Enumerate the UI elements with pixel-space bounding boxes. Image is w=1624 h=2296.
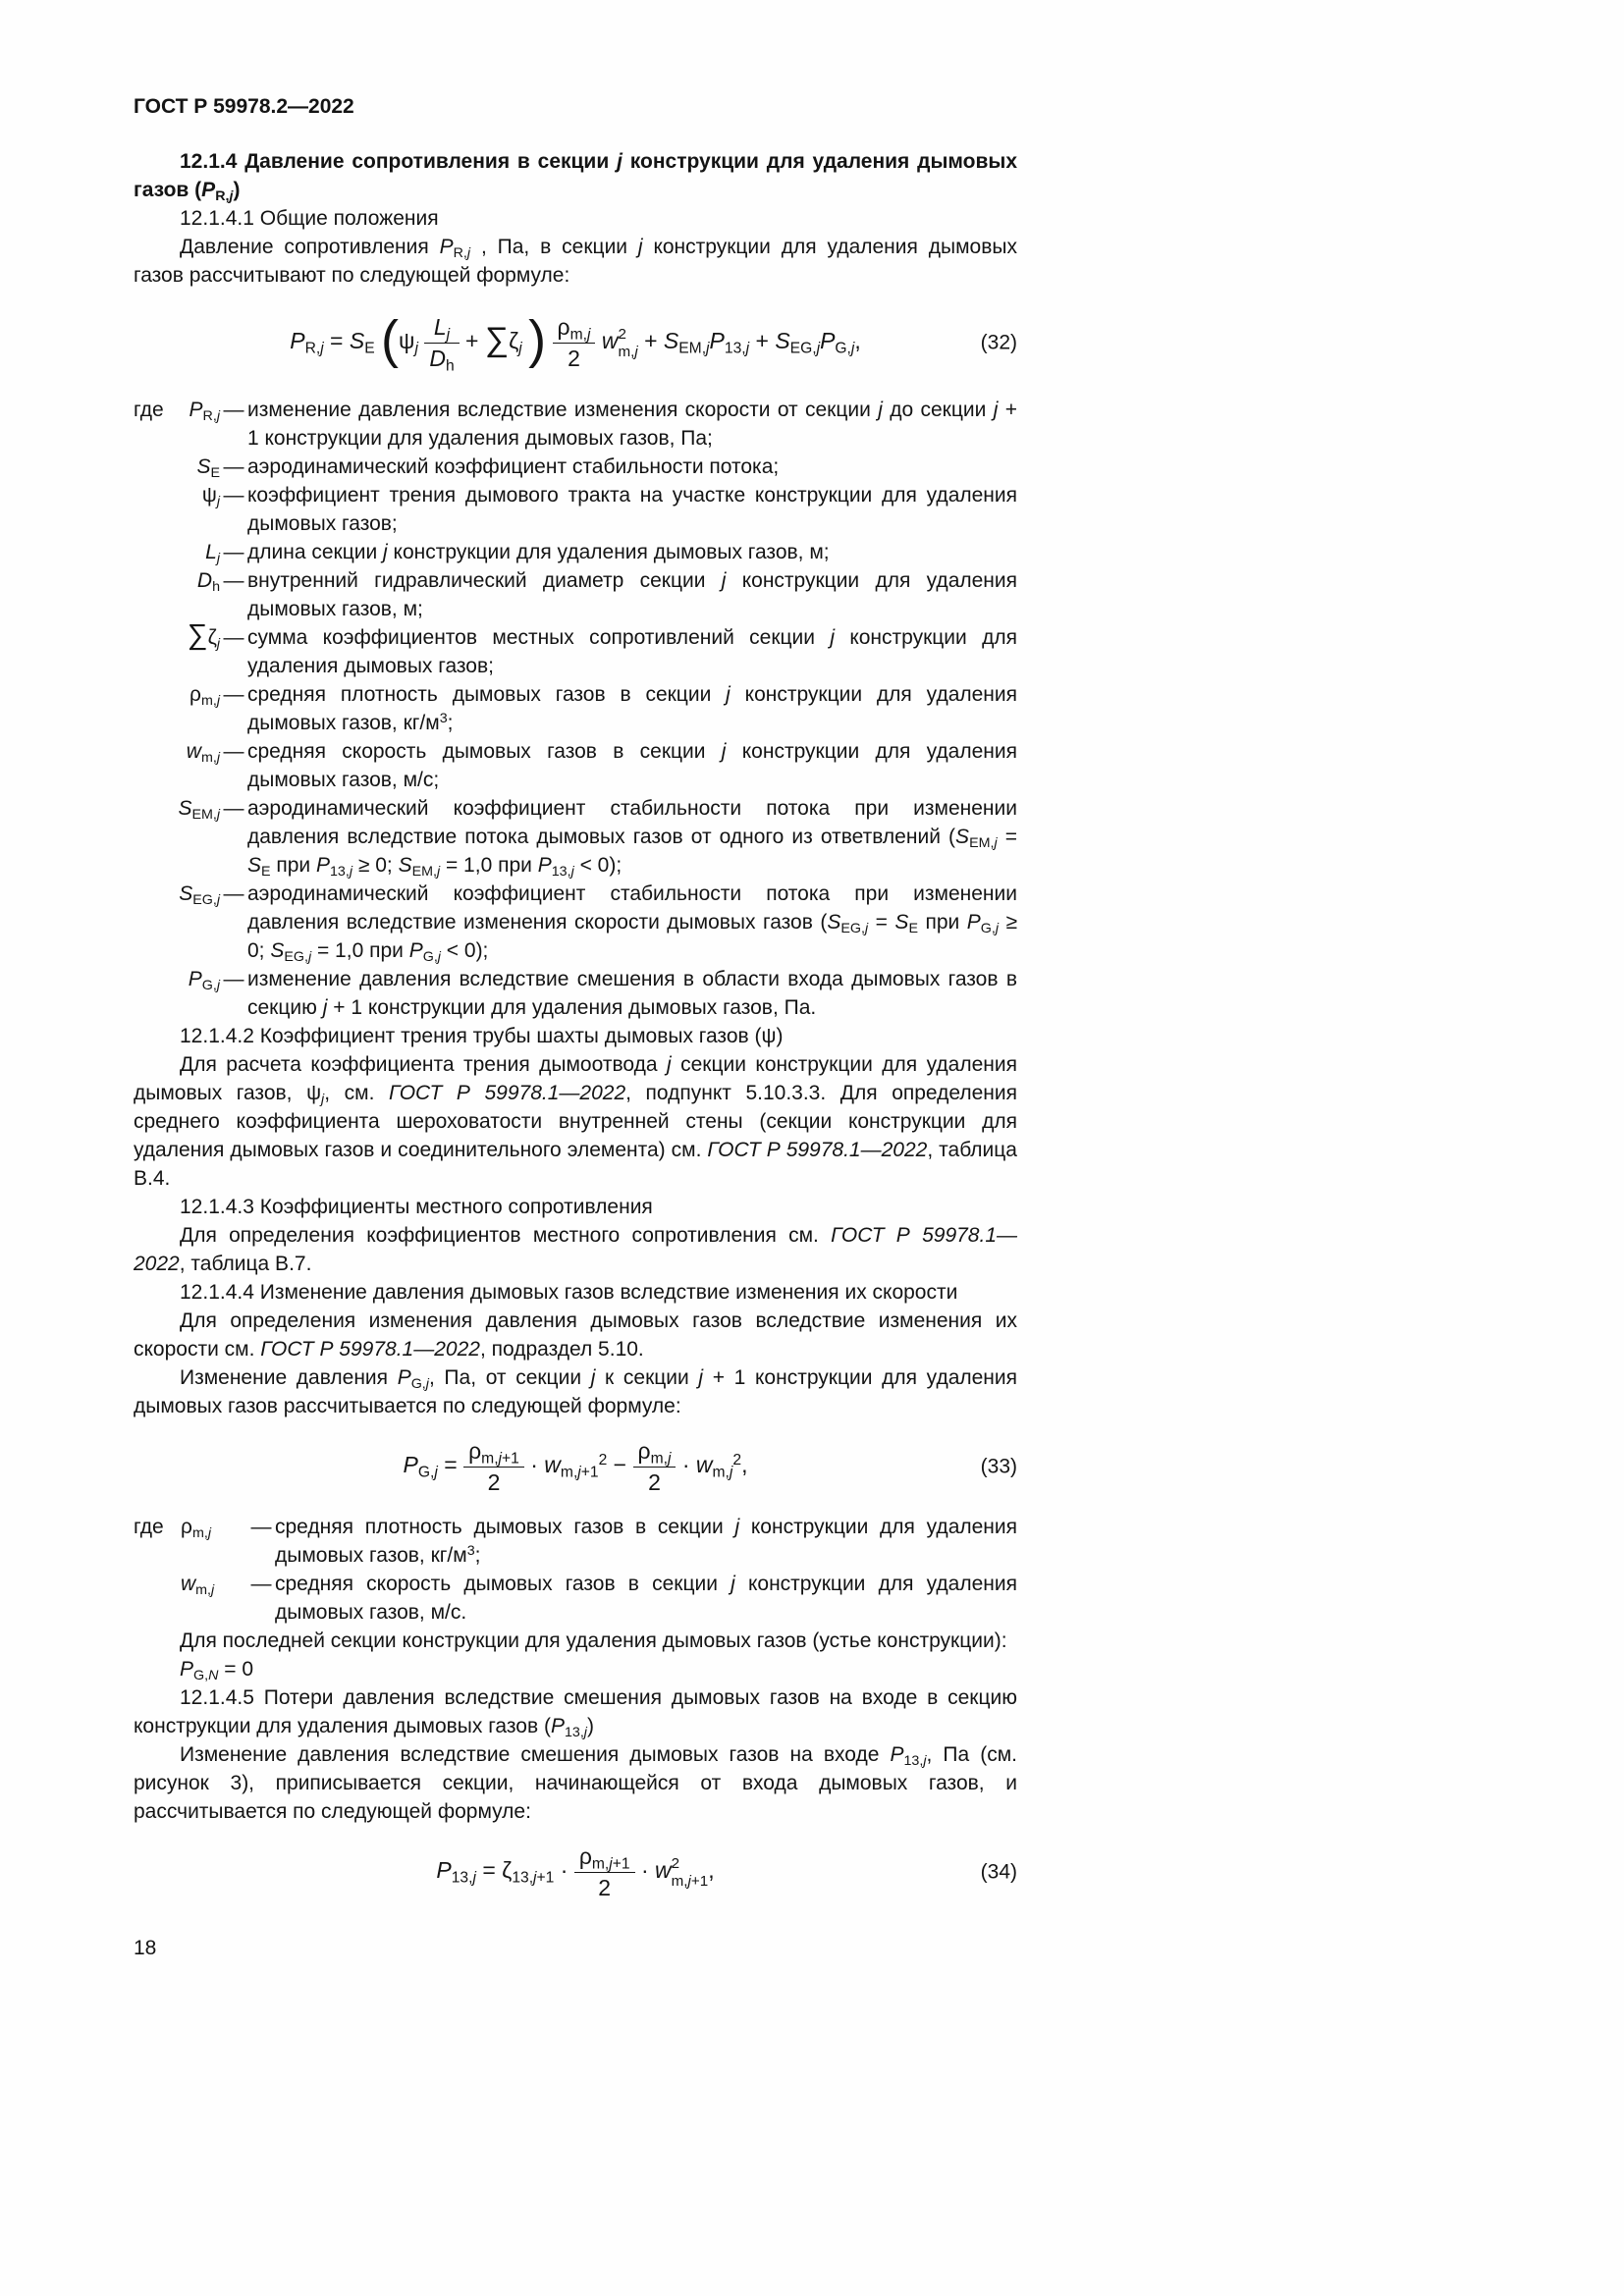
definition-dash: —: [250, 1516, 272, 1538]
definition-term: $S_{EM,j}$: [178, 797, 220, 823]
where-label: где: [134, 399, 164, 421]
where-label: где: [134, 1516, 164, 1538]
definition-text: средняя скорость дымовых газов в секции j конструкции для удаления дымовых газов, м/с.: [275, 1573, 1017, 1624]
paragraph-last-section: Для последней секции конструкции для удаления дымовых газов (устье конструкции):: [180, 1629, 1007, 1652]
definition-text: внутренний гидравлический диаметр секции j конструкции для удаления дымовых газов, м;: [247, 569, 1018, 620]
definition-term: $S_{EG,j}$: [179, 882, 220, 908]
subsection-heading-12-1-4-3: 12.1.4.3 Коэффициенты местного сопротивления: [180, 1196, 653, 1218]
definition-row-psi: [134, 481, 1017, 538]
subsection-heading-12-1-4-2: 12.1.4.2 Коэффициент трения трубы шахты дымовых газов (ψ): [180, 1025, 784, 1047]
definition-term: $S_E$: [196, 455, 220, 481]
definition-row-sem: [134, 794, 1017, 880]
definition-text: аэродинамический коэффициент стабильности потока;: [247, 455, 780, 478]
definition-dash: —: [223, 683, 244, 706]
formula-32: [134, 303, 1017, 382]
definition-term: $D_h$: [196, 569, 220, 595]
formula-32-definitions: [134, 396, 1017, 1022]
definition-term: $P_{R,j}$: [189, 399, 220, 424]
definition-dash: —: [223, 626, 244, 649]
paragraph-intro-formula-34: Изменение давления вследствие смешения дымовых газов на входе $P_{13,j}$, Па (см. рисунок 3), приписывается секции, начинающейся от входа дымовых газов, и рассчитывается по следующей формуле:: [134, 1743, 1017, 1823]
definition-term: $w_{m,j}$: [186, 740, 220, 766]
formula-33-expression: $P_{G,j}$ = $\frac{\rho_{m,j+1}}{2}$ · $w_{m,j+1}^2$ − $\frac{\rho_{m,j}}{2}$ · $w_{m,j}^2$,: [403, 1438, 748, 1495]
definition-term: $L_j$: [205, 541, 220, 566]
definition-dash: —: [223, 740, 244, 763]
definition-text: средняя скорость дымовых газов в секции j конструкции для удаления дымовых газов, м/с;: [247, 740, 1017, 791]
definition-text: длина секции j конструкции для удаления дымовых газов, м;: [247, 541, 830, 563]
section-heading-12-1-4: 12.1.4 Давление сопротивления в секции j конструкции для удаления дымовых газов $(P_{R,j})$: [134, 150, 1017, 204]
subsection-heading-12-1-4-1: 12.1.4.1 Общие положения: [180, 207, 439, 230]
definition-row-lj: [134, 538, 1017, 566]
definition-text: изменение давления вследствие изменения скорости от секции j до секции j + 1 конструкции для удаления дымовых газов, Па;: [247, 399, 1017, 450]
definition-term: $\sum\zeta_j$: [187, 619, 220, 652]
formula-34: [134, 1840, 1017, 1904]
formula-32-number: (32): [980, 331, 1017, 354]
page-number: 18: [134, 1937, 157, 1959]
definition-text: аэродинамический коэффициент стабильности потока при изменении давления вследствие потока дымовых газов от одного из ответвлений ($S_{EM,j} = S_E$ при $P_{13,j} \ge 0$; $S_{EM,j} = 1,0$ при $P_{13,j} < 0$);: [247, 797, 1017, 880]
definition-dash: —: [223, 455, 244, 478]
definition-dash: —: [250, 1573, 272, 1595]
definition-row-w-33: [134, 1570, 1017, 1627]
definition-term: $w_{m,j}$: [181, 1573, 215, 1598]
definition-term: $\rho_{m,j}$: [181, 1516, 211, 1541]
paragraph-intro-formula-33: Изменение давления $P_{G,j}$, Па, от секции j к секции j + 1 конструкции для удаления дымовых газов рассчитывается по следующей формуле:: [134, 1366, 1018, 1417]
definition-text: коэффициент трения дымового тракта на участке конструкции для удаления дымовых газов;: [247, 484, 1017, 535]
subsection-heading-12-1-4-5: 12.1.4.5 Потери давления вследствие смешения дымовых газов на входе в секцию конструкции для удаления дымовых газов $(P_{13,j})$: [134, 1686, 1017, 1740]
definition-dash: —: [223, 797, 244, 820]
page-content: [134, 147, 1017, 1918]
definition-text: средняя плотность дымовых газов в секции j конструкции для удаления дымовых газов, $кг/м^3$;: [275, 1516, 1017, 1567]
paragraph-friction-coefficient: Для расчета коэффициента трения дымоотвода j секции конструкции для удаления дымовых газов, $\psi_j$, см. ГОСТ Р 59978.1—2022, подпункт 5.10.3.3. Для определения среднего коэффициента шероховатости внутренней стены (секции конструкции для удаления дымовых газов и соединительного элемента) см. ГОСТ Р 59978.1—2022, таблица В.4.: [134, 1053, 1018, 1190]
definition-dash: —: [223, 882, 244, 905]
paragraph-pgn-zero: $P_{G,N} = 0$: [180, 1658, 254, 1683]
definition-row-rho: [134, 680, 1017, 737]
definition-term: $\rho_{m,j}$: [189, 683, 220, 709]
formula-33-definitions: [134, 1513, 1017, 1627]
paragraph-local-resistance: Для определения коэффициентов местного сопротивления см. ГОСТ Р 59978.1—2022, таблица В.7.: [134, 1224, 1017, 1275]
definition-row-rho-33: [134, 1513, 1017, 1570]
definition-row-pgj: [134, 965, 1017, 1022]
definition-text: изменение давления вследствие смешения в области входа дымовых газов в секцию j + 1 конструкции для удаления дымовых газов, Па.: [247, 968, 1017, 1019]
definition-dash: —: [223, 569, 244, 592]
definition-dash: —: [223, 968, 244, 990]
definition-row-w: [134, 737, 1017, 794]
definition-term: $P_{G,j}$: [188, 968, 220, 993]
definition-row-seg: [134, 880, 1017, 965]
formula-33-number: (33): [980, 1455, 1017, 1478]
definition-dash: —: [223, 484, 244, 507]
definition-text: сумма коэффициентов местных сопротивлений секции j конструкции для удаления дымовых газов;: [247, 626, 1017, 677]
formula-34-number: (34): [980, 1860, 1017, 1884]
definition-dash: —: [223, 399, 244, 421]
definition-text: средняя плотность дымовых газов в секции j конструкции для удаления дымовых газов, $кг/м^3$;: [247, 683, 1018, 734]
doc-header: ГОСТ Р 59978.2—2022: [134, 95, 354, 118]
definition-row-sum-zeta: [134, 619, 1017, 680]
definition-row-prj: [134, 396, 1017, 453]
spacer: [134, 1570, 179, 1627]
definition-row-dh: [134, 566, 1017, 623]
definition-text: аэродинамический коэффициент стабильности потока при изменении давления вследствие изменения скорости дымовых газов ($S_{EG,j} = S_E$ при $P_{G,j} \ge 0$; $S_{EG,j} = 1,0$ при $P_{G,j} < 0$);: [247, 882, 1018, 965]
paragraph-velocity-change-ref: Для определения изменения давления дымовых газов вследствие изменения их скорости см. ГОСТ Р 59978.1—2022, подраздел 5.10.: [134, 1309, 1017, 1361]
paragraph-intro-formula-32: Давление сопротивления $P_{R,j}$ , Па, в секции j конструкции для удаления дымовых газов рассчитывают по следующей формуле:: [134, 236, 1017, 287]
formula-32-expression: $P_{R,j} = S_E$ ($\psi_j$ $\frac{L_j}{D_h}$ + $\sum\zeta_j$ ) $\frac{\rho_{m,j}}{2}$ w 2 m,j + $S_{EM,j}P_{13,j} + S_{EG,j}P_{G,j}$,: [290, 310, 861, 374]
formula-33: [134, 1434, 1017, 1499]
definition-row-se: [134, 453, 1017, 481]
formula-34-expression: $P_{13,j} = \zeta_{13,j+1}$ · $\frac{\rho_{m,j+1}}{2}$ · w 2 m,j+1 ,: [436, 1843, 715, 1900]
definition-term: $\psi_j$: [201, 484, 220, 509]
subsection-heading-12-1-4-4: 12.1.4.4 Изменение давления дымовых газов вследствие изменения их скорости: [180, 1281, 958, 1304]
definition-dash: —: [223, 541, 244, 563]
